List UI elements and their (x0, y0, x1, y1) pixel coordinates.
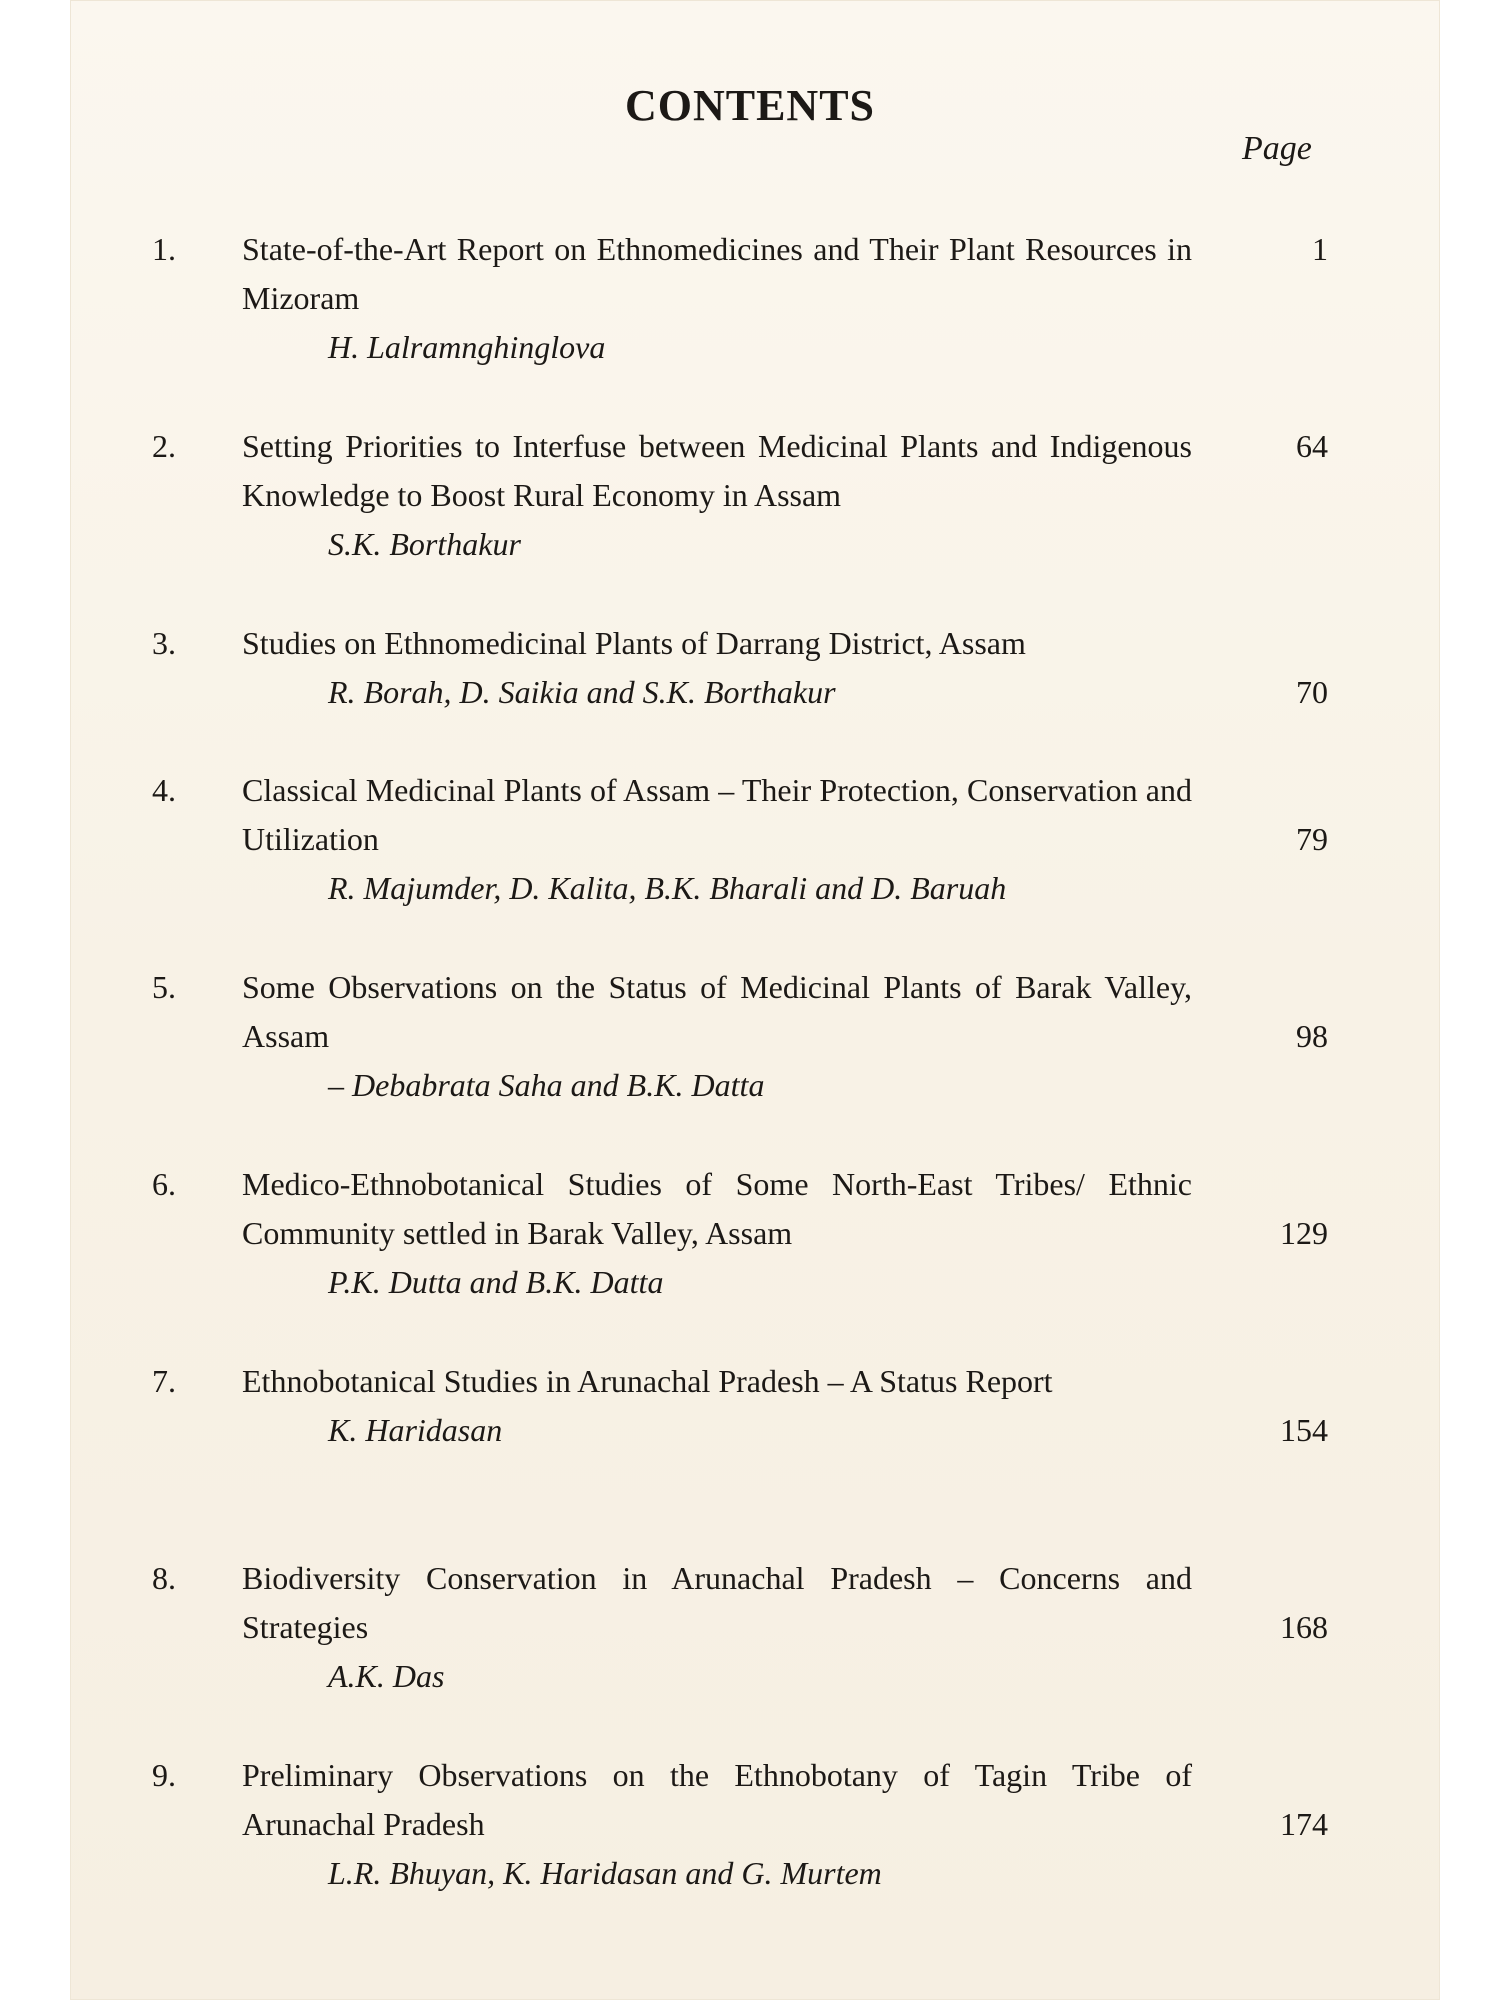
entry-page: 1 (1312, 231, 1328, 267)
entry-title: Studies on Ethnomedicinal Plants of Darrang District, Assam (242, 625, 1026, 661)
entry-title: Classical Medicinal Plants of Assam – Their Protection, Conservation and Utilization (242, 772, 1192, 857)
entry-title: Biodiversity Conservation in Arunachal Pradesh – Concerns and Strategies (242, 1560, 1192, 1645)
page-title: CONTENTS (624, 81, 876, 130)
entry-number: 5. (152, 969, 176, 1005)
entry-number: 9. (152, 1757, 176, 1793)
entry-number: 7. (152, 1363, 176, 1399)
entry-authors: S.K. Borthakur (328, 526, 521, 562)
toc-entry (0, 1554, 1500, 1724)
toc-entry (0, 766, 1500, 936)
entry-authors: H. Lalramnghinglova (328, 329, 606, 365)
entry-number: 3. (152, 625, 176, 661)
entry-number: 2. (152, 428, 176, 464)
entry-title: Ethnobotanical Studies in Arunachal Pradesh – A Status Report (242, 1363, 1053, 1399)
toc-entry (0, 963, 1500, 1133)
toc-entry (0, 1160, 1500, 1330)
entry-number: 6. (152, 1166, 176, 1202)
toc-entry (0, 619, 1500, 789)
toc-entry (0, 422, 1500, 592)
toc-entry (0, 225, 1500, 395)
toc-entry (0, 1751, 1500, 1921)
entry-page: 168 (1280, 1609, 1328, 1645)
entry-title: Medico-Ethnobotanical Studies of Some North-East Tribes/ Ethnic Community settled in Barak Valley, Assam (242, 1166, 1192, 1251)
page-column-label: Page (1242, 130, 1312, 167)
entry-number: 8. (152, 1560, 176, 1596)
entry-authors: L.R. Bhuyan, K. Haridasan and G. Murtem (328, 1855, 882, 1891)
entry-number: 1. (152, 231, 176, 267)
entry-title: Setting Priorities to Interfuse between Medicinal Plants and Indigenous Knowledge to Boost Rural Economy in Assam (242, 428, 1192, 513)
entry-authors: P.K. Dutta and B.K. Datta (328, 1264, 664, 1300)
entry-authors: R. Borah, D. Saikia and S.K. Borthakur (328, 674, 836, 710)
entry-page: 79 (1296, 821, 1328, 857)
entry-authors: R. Majumder, D. Kalita, B.K. Bharali and D. Baruah (328, 870, 1007, 906)
entry-title: Some Observations on the Status of Medicinal Plants of Barak Valley, Assam (242, 969, 1192, 1054)
entry-authors: K. Haridasan (328, 1412, 503, 1448)
entry-page: 98 (1296, 1018, 1328, 1054)
entry-page: 70 (1296, 674, 1328, 710)
toc-entry (0, 1357, 1500, 1527)
entry-page: 129 (1280, 1215, 1328, 1251)
entry-page: 174 (1280, 1806, 1328, 1842)
entry-title: Preliminary Observations on the Ethnobotany of Tagin Tribe of Arunachal Pradesh (242, 1757, 1192, 1842)
entry-page: 154 (1280, 1412, 1328, 1448)
entry-number: 4. (152, 772, 176, 808)
entry-authors: A.K. Das (328, 1658, 445, 1694)
entry-authors: – Debabrata Saha and B.K. Datta (328, 1067, 765, 1103)
entry-title: State-of-the-Art Report on Ethnomedicines and Their Plant Resources in Mizoram (242, 231, 1192, 316)
entry-page: 64 (1296, 428, 1328, 464)
